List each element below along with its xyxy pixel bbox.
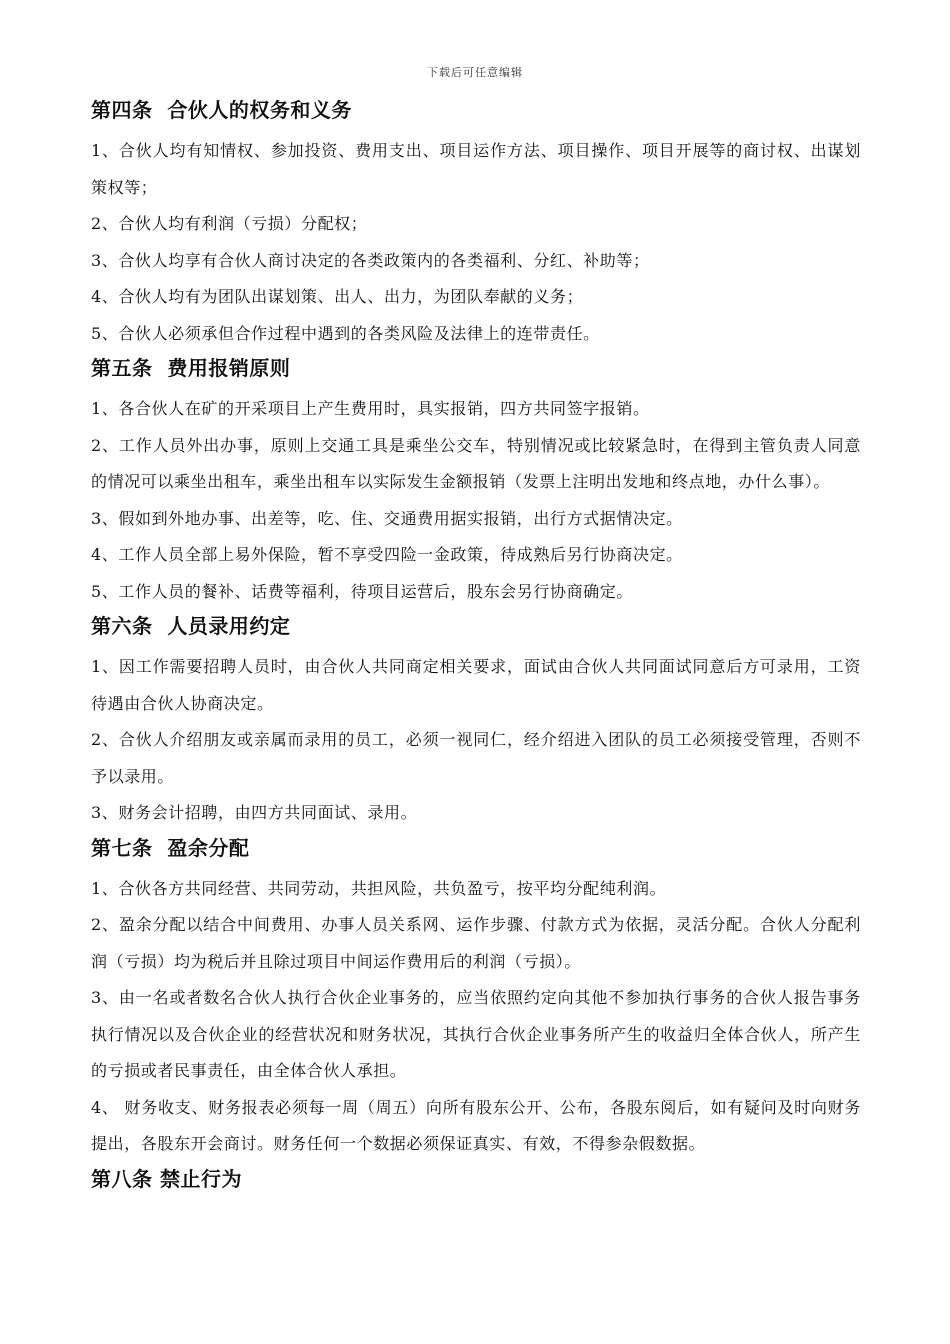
section-title: 第七条 盈余分配	[91, 835, 250, 860]
section-title: 第六条 人员录用约定	[91, 614, 291, 638]
paragraph: 4、 财务收支、财务报表必须每一周（周五）向所有股东公开、公布，各股东阅后，如有疑问及时向财务提出，各股东开会商讨。财务任何一个数据必须保证真实、有效，不得参杂假数据。	[91, 1097, 861, 1153]
paragraph: 4、合伙人均有为团队出谋划策、出人、出力，为团队奉献的义务；	[91, 287, 584, 306]
paragraph: 5、工作人员的餐补、话费等福利，待项目运营后，股东会另行协商确定。	[91, 581, 633, 601]
paragraph: 1、合伙人均有知情权、参加投资、费用支出、项目运作方法、项目操作、项目开展等的商讨权、出谋划策权等；	[91, 141, 861, 197]
paragraph: 1、各合伙人在矿的开采项目上产生费用时，具实报销，四方共同签字报销。	[91, 399, 650, 418]
paragraph: 3、合伙人均享有合伙人商讨决定的各类政策内的各类福利、分红、补助等；	[91, 250, 650, 270]
paragraph: 2、合伙人均有利润（亏损）分配权；	[91, 214, 368, 233]
section-title: 第四条 合伙人的权务和义务	[91, 98, 352, 122]
paragraph: 3、财务会计招聘，由四方共同面试、录用。	[91, 803, 418, 822]
section-article-7	[91, 836, 861, 1163]
paragraph: 2、合伙人介绍朋友或亲属而录用的员工，必须一视同仁，经介绍进入团队的员工必须接受管理，否则不予以录用。	[91, 730, 861, 786]
paragraph: 3、由一名或者数名合伙人执行合伙企业事务的，应当依照约定向其他不参加执行事务的合伙人报告事务执行情况以及合伙企业的经营状况和财务状况，其执行合伙企业事务所产生的收益归全体合伙人，所产生的亏损或者民事责任，由全体合伙人承担。	[91, 988, 861, 1080]
section-article-5	[91, 356, 861, 610]
paragraph: 3、假如到外地办事、出差等，吃、住、交通费用据实报销，出行方式据情决定。	[91, 508, 683, 528]
paragraph: 2、工作人员外出办事，原则上交通工具是乘坐公交车，特别情况或比较紧急时，在得到主管负责人同意的情况可以乘坐出租车，乘坐出租车以实际发生金额报销（发票上注明出发地和终点地，办什么事）。	[91, 435, 861, 491]
section-article-6	[91, 614, 861, 832]
paragraph: 1、合伙各方共同经营、共同劳动，共担风险，共负盈亏，按平均分配纯利润。	[91, 878, 667, 898]
paragraph: 1、因工作需要招聘人员时，由合伙人共同商定相关要求，面试由合伙人共同面试同意后方可录用，工资待遇由合伙人协商决定。	[91, 657, 861, 713]
section-title: 第五条 费用报销原则	[91, 356, 291, 380]
header-note: 下载后可任意编辑	[427, 66, 523, 79]
paragraph: 4、工作人员全部上易外保险，暂不享受四险一金政策，待成熟后另行协商决定。	[91, 545, 683, 564]
paragraph: 5、合伙人必须承但合作过程中遇到的各类风险及法律上的连带责任。	[91, 323, 600, 343]
section-article-4	[91, 98, 861, 352]
section-title: 第八条 禁止行为	[91, 1166, 242, 1191]
section-article-8	[91, 1167, 861, 1191]
paragraph: 2、盈余分配以结合中间费用、办事人员关系网、运作步骤、付款方式为依据，灵活分配。合伙人分配利润（亏损）均为税后并且除过项目中间运作费用后的利润（亏损）。	[91, 915, 861, 971]
document-body	[91, 98, 861, 1202]
